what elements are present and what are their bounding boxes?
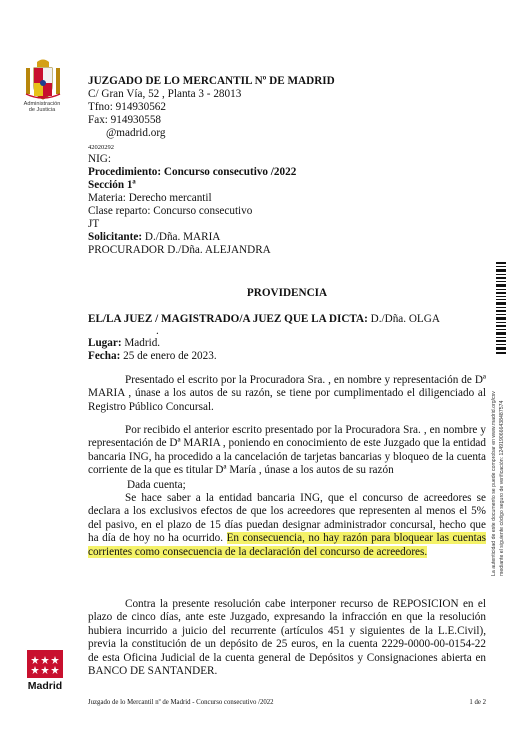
- madrid-flag-icon: [27, 650, 63, 678]
- class-line: Clase reparto: Concurso consecutivo: [88, 205, 253, 217]
- document-title: PROVIDENCIA: [246, 287, 328, 299]
- coat-of-arms-icon: [24, 58, 62, 102]
- applicant-label: Solicitante:: [88, 231, 143, 243]
- court-email: @madrid.org: [106, 127, 166, 139]
- verification-line-1: La autenticidad de este documento se puede comprobar en www.madrid.org/csv: [491, 391, 497, 576]
- paragraph-2b: Dada cuenta;: [127, 479, 186, 491]
- paragraph-3: [88, 492, 486, 559]
- paragraph-4: Contra la presente resolución cabe interponer recurso de REPOSICION en el plazo de cinco días, ante este Juzgado, expresando la infracción en que la resolución hubiera incurrido a juicio del recurrente (artículos 451 y siguientes de la L.E.Civil), previa la constitución de un depósito de 25 euros, en la cuenta 2229-0000-00-0154-22 de esta Oficina Judicial de la cuenta general de Depósitos y Consignaciones abierta en BANCO DE SANTANDER.: [88, 598, 486, 678]
- matter-line: Materia: Derecho mercantil: [88, 192, 212, 204]
- judge-value: D./Dña. OLGA: [367, 313, 440, 325]
- judge-line: [88, 313, 440, 326]
- procurator-line: PROCURADOR D./Dña. ALEJANDRA: [88, 244, 271, 256]
- place-line: [88, 337, 160, 350]
- date-label: Fecha:: [88, 350, 121, 362]
- administration-caption: Administración de Justicia: [23, 101, 61, 114]
- nig-label: NIG:: [88, 153, 111, 165]
- procedure-line: Procedimiento: Concurso consecutivo /2022: [88, 166, 297, 178]
- date-line: [88, 350, 217, 363]
- section-line: Sección 1ª: [88, 179, 136, 191]
- judge-label: EL/LA JUEZ / MAGISTRADO/A JUEZ QUE LA DICTA:: [88, 313, 368, 325]
- highlighted-text: En consecuencia, no hay razón para bloquear las cuentas corrientes como consecuencia de la declaración del concurso de acreedores.: [88, 532, 487, 558]
- court-name: JUZGADO DE LO MERCANTIL Nº DE MADRID: [88, 75, 335, 87]
- applicant-value: D./Dña. MARIA: [142, 231, 221, 243]
- barcode-icon: [496, 262, 506, 354]
- paragraph-1: Presentado el escrito por la Procuradora Sra. , en nombre y representación de Dª MARIA , únase a los autos de su razón, se tiene por cumplimentado el diligenciado al Registro Público Concursal.: [88, 374, 486, 413]
- madrid-label: Madrid: [27, 680, 63, 692]
- court-address: C/ Gran Vía, 52 , Planta 3 - 28013: [88, 88, 242, 100]
- court-fax: Fax: 914930558: [88, 114, 162, 126]
- date-value: 25 de enero de 2023.: [120, 350, 217, 362]
- footer-text: Juzgado de lo Mercantil nº de Madrid - Concurso consecutivo /2022: [88, 699, 274, 706]
- judge-dot: .: [156, 325, 159, 337]
- page-number: 1 de 2: [469, 699, 486, 706]
- document-code: 42020292: [88, 144, 114, 151]
- verification-line-2: mediante el siguiente código seguro de verificación: 1249190666438487574: [499, 400, 505, 576]
- applicant-line: [88, 231, 220, 244]
- court-phone: Tfno: 914930562: [88, 101, 166, 113]
- paragraph-3-text: Se hace saber a la entidad bancaria ING, que el concurso de acreedores se declara a los exclusivos efectos de que los acreedores que representen al menos el 5% del pasivo, en el plazo de 15 días puedan designar administrador concursal, hecho que ha día de hoy no ha ocurrido.: [88, 492, 486, 545]
- footer: [88, 699, 486, 706]
- initials-line: JT: [88, 218, 100, 230]
- verification-stamp: [486, 380, 516, 580]
- paragraph-2: Por recibido el anterior escrito presentado por la Procuradora Sra. , en nombre y representación de Dª MARIA , poniendo en conocimiento de este Juzgado que la entidad bancaria ING, ha procedido a la cancelación de tarjetas bancarias y bloqueo de la cuenta corriente de la que es titular Dª María , únase a los autos de su razón: [88, 424, 486, 477]
- place-value: Madrid.: [121, 337, 161, 349]
- place-label: Lugar:: [88, 337, 122, 349]
